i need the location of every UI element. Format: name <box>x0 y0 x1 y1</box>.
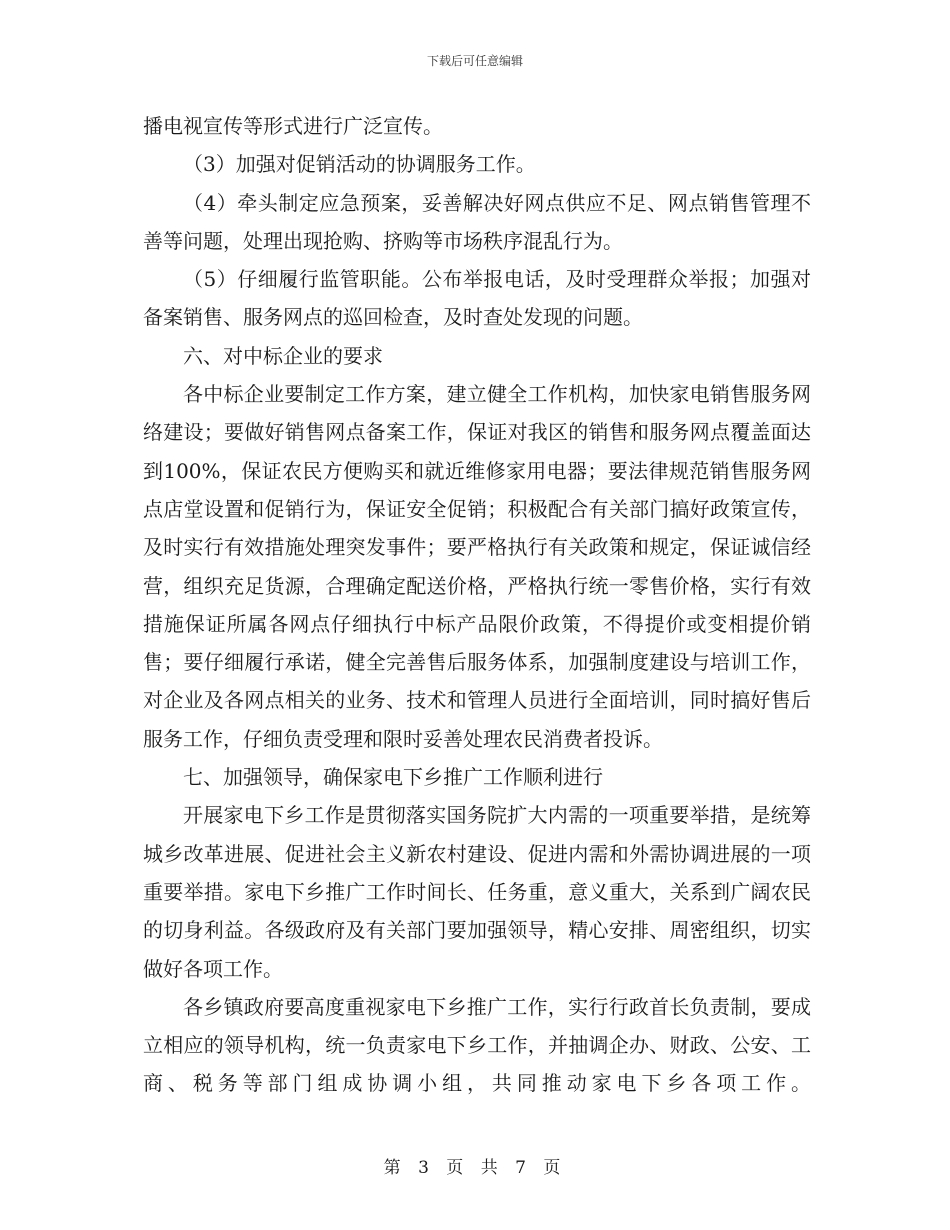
paragraph-6: 各中标企业要制定工作方案，建立健全工作机构，加快家电销售服务网络建设；要做好销售网点备案工作，保证对我区的销售和服务网点覆盖面达到100%，保证农民方便购买和就近维修家用电器；要法律规范销售服务网点店堂设置和促销行为，保证安全促销；积极配合有关部门搞好政策宣传，及时实行有效措施处理突发事件；要严格执行有关政策和规定，保证诚信经营，组织充足货源，合理确定配送价格，严格执行统一零售价格，实行有效措施保证所属各网点仔细执行中标产品限价政策，不得提价或变相提价销售；要仔细履行承诺，健全完善售后服务体系，加强制度建设与培训工作，对企业及各网点相关的业务、技术和管理人员进行全面培训，同时搞好售后服务工作，仔细负责受理和限时妥善处理农民消费者投诉。 <box>143 382 811 751</box>
page-number: 第 3 页 共 7 页 <box>383 1158 567 1178</box>
section-heading-7: 七、加强领导，确保家电下乡推广工作顺利进行 <box>183 765 603 790</box>
paragraph-1: 播电视宣传等形式进行广泛宣传。 <box>143 114 443 138</box>
paragraph-8: 开展家电下乡工作是贯彻落实国务院扩大内需的一项重要举措，是统筹城乡改革进展、促进社会主义新农村建设、促进内需和外需协调进展的一项重要举措。家电下乡推广工作时间长、任务重，意义重大，关系到广阔农民的切身利益。各级政府及有关部门要加强领导，精心安排、周密组织，切实做好各项工作。 <box>143 803 811 981</box>
paragraph-3: （4）牵头制定应急预案，妥善解决好网点供应不足、网点销售管理不善等问题，处理出现抢购、挤购等市场秩序混乱行为。 <box>143 190 811 253</box>
page-header: 下载后可任意编辑 <box>426 54 523 68</box>
section-heading-6: 六、对中标企业的要求 <box>183 343 383 368</box>
document-body <box>143 107 811 1103</box>
paragraph-2: （3）加强对促销活动的协调服务工作。 <box>183 152 536 177</box>
paragraph-4: （5）仔细履行监管职能。公布举报电话，及时受理群众举报；加强对备案销售、服务网点的巡回检查，及时查处发现的问题。 <box>143 267 811 330</box>
paragraph-9: 各乡镇政府要高度重视家电下乡推广工作，实行行政首长负责制，要成立相应的领导机构，统一负责家电下乡工作，并抽调企办、财政、公安、工商、税务等部门组成协调小组，共同推动家电下乡各项工作。 <box>143 994 811 1096</box>
